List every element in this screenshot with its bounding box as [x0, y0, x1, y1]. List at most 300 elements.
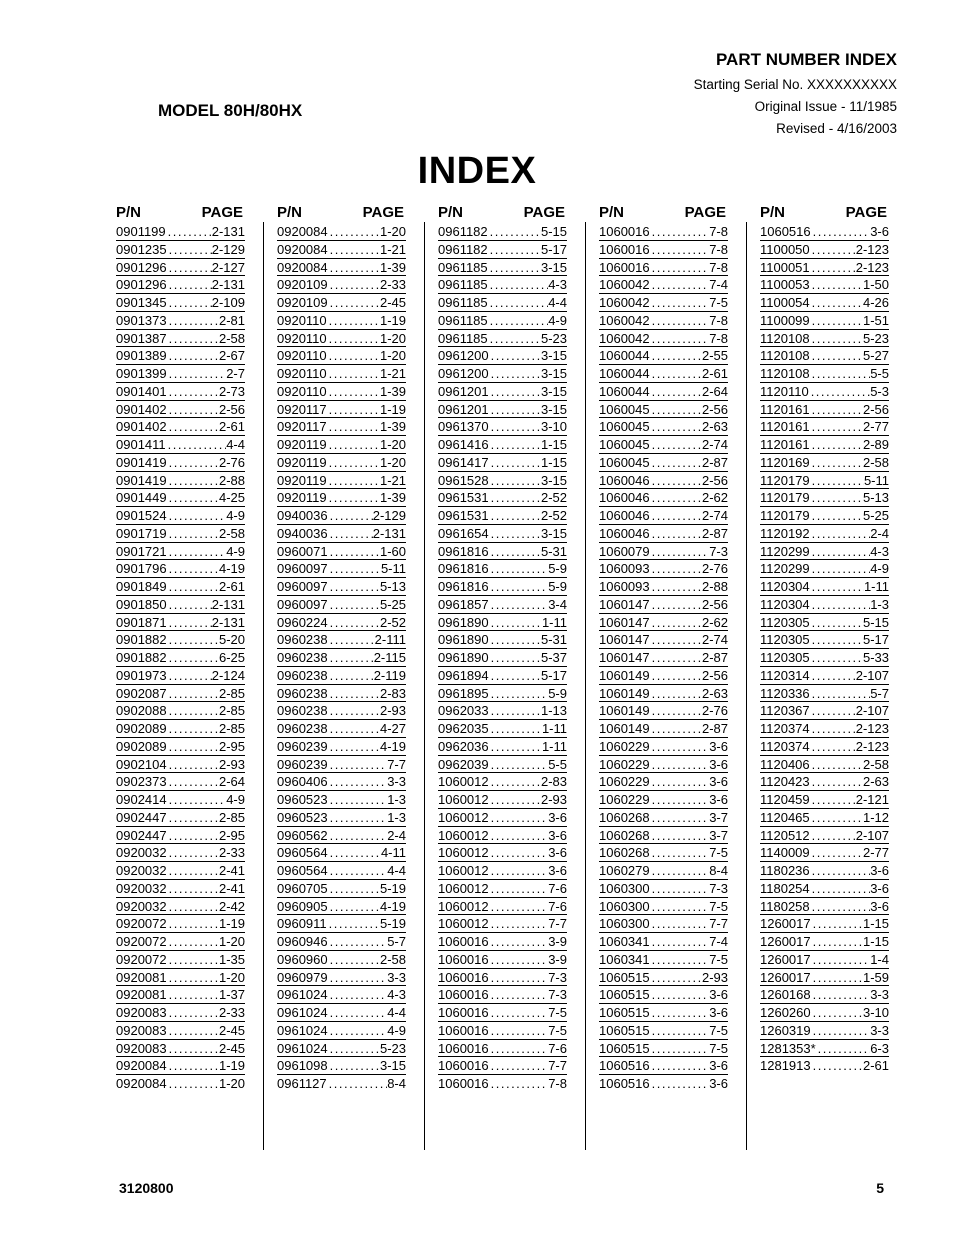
dot-leader	[488, 223, 541, 240]
part-number: 0960097	[277, 579, 328, 594]
part-number: 0960960	[277, 951, 328, 967]
dot-leader	[328, 259, 380, 276]
dot-leader	[328, 525, 373, 542]
dot-leader	[489, 827, 549, 844]
page-ref: 1-60	[379, 543, 406, 559]
dot-leader	[328, 827, 388, 844]
part-number: 1060016	[438, 987, 489, 1003]
page-ref: 3-3	[870, 1022, 889, 1038]
revised-date: Revised - 4/16/2003	[776, 121, 897, 136]
part-number: 0901411	[116, 437, 166, 452]
page-ref: 7-5	[709, 845, 728, 861]
page-ref: 2-63	[701, 685, 728, 701]
index-entry	[760, 898, 889, 916]
dot-leader	[650, 330, 710, 347]
part-number: 1281353*	[760, 1040, 816, 1056]
part-number: 1060044	[599, 348, 650, 364]
dot-leader	[167, 1057, 219, 1074]
dot-leader	[167, 543, 227, 560]
page-ref: 2-4	[387, 827, 406, 843]
index-entry	[760, 986, 889, 1004]
index-entry	[438, 933, 567, 951]
page-ref: 3-6	[709, 1076, 728, 1091]
index-entry	[760, 596, 889, 614]
part-number: 1120108	[760, 330, 810, 346]
dot-leader	[167, 383, 219, 400]
index-entry	[277, 560, 406, 578]
part-number: 0920119	[277, 454, 327, 470]
dot-leader	[810, 862, 871, 879]
index-entry	[760, 525, 889, 543]
dot-leader	[328, 862, 388, 879]
index-entry	[599, 702, 728, 720]
index-entry	[277, 685, 406, 703]
page-ref: 3-6	[709, 756, 728, 772]
dot-leader	[327, 472, 380, 489]
dot-leader	[650, 383, 702, 400]
index-entry	[438, 507, 567, 525]
index-entry	[277, 756, 406, 774]
dot-leader	[810, 472, 864, 489]
index-entry	[599, 578, 728, 596]
page-ref: 2-76	[701, 703, 728, 719]
index-entry	[116, 685, 245, 703]
index-entry	[277, 276, 406, 294]
page-ref: 3-6	[709, 774, 728, 790]
index-entry	[116, 276, 245, 294]
page-ref: 1-20	[379, 348, 406, 364]
column-header	[277, 203, 406, 223]
part-number: 0960562	[277, 827, 328, 843]
part-number: 0901719	[116, 525, 167, 541]
page-ref: 5-37	[540, 650, 567, 665]
document-number: 3120800	[119, 1180, 174, 1196]
index-entry	[438, 631, 567, 649]
dot-leader	[167, 365, 227, 382]
index-entry	[760, 791, 889, 809]
dot-leader	[811, 1057, 863, 1075]
index-entry	[116, 631, 245, 649]
part-number: 0961182	[438, 241, 488, 257]
page-ref: 1-20	[379, 330, 406, 346]
dot-leader	[167, 578, 219, 595]
index-entry	[116, 898, 245, 916]
part-number: 1060012	[438, 863, 489, 878]
page-ref: 2-88	[218, 472, 245, 488]
page-ref: 2-89	[862, 437, 889, 452]
dot-leader	[489, 986, 549, 1003]
index-entry	[760, 969, 889, 987]
index-entry	[116, 738, 245, 756]
index-entry	[116, 489, 245, 507]
index-entry	[116, 560, 245, 578]
part-number: 1060012	[438, 898, 489, 914]
page-ref: 2-58	[379, 951, 406, 967]
dot-leader	[650, 631, 702, 648]
dot-leader	[650, 223, 710, 240]
part-number: 0961816	[438, 543, 489, 559]
page-ref: 2-123	[855, 241, 889, 257]
index-entry	[599, 773, 728, 791]
index-entry	[760, 330, 889, 348]
part-number: 0960224	[277, 614, 328, 630]
dot-leader	[810, 880, 871, 897]
dot-leader	[489, 702, 541, 719]
page-ref: 2-52	[540, 490, 567, 506]
index-column	[599, 203, 728, 1093]
page-ref: 2-64	[701, 383, 728, 399]
index-entry	[438, 223, 567, 241]
part-number: 1180258	[760, 898, 810, 914]
dot-leader	[167, 844, 219, 861]
dot-leader	[328, 1040, 380, 1057]
page-ref: 7-5	[709, 951, 728, 967]
page-ref: 2-124	[211, 667, 245, 683]
index-entry	[599, 631, 728, 649]
dot-leader	[328, 702, 380, 719]
page-ref: 1-15	[540, 437, 567, 452]
dot-leader	[810, 756, 863, 773]
dot-leader	[811, 969, 863, 986]
part-number: 1120179	[760, 490, 810, 506]
part-number: 0961024	[277, 1005, 328, 1020]
part-number: 0961185	[438, 259, 488, 275]
part-number: 1060012	[438, 827, 489, 843]
part-number: 1260260	[760, 1005, 811, 1020]
part-number: 0940036	[277, 508, 328, 523]
dot-leader	[650, 933, 710, 950]
index-entry	[277, 294, 406, 312]
page-ref: 1-20	[379, 454, 406, 470]
page-ref: 2-88	[701, 579, 728, 594]
part-number: 0961890	[438, 650, 489, 665]
index-entry	[599, 383, 728, 401]
part-number: 0961200	[438, 348, 489, 364]
page-ref: 4-3	[870, 543, 889, 559]
page-ref: 5-23	[379, 1040, 406, 1056]
index-entry	[760, 685, 889, 703]
index-entry	[277, 702, 406, 720]
part-number: 0961185	[438, 277, 488, 293]
part-number: 1060046	[599, 525, 650, 541]
page-ref: 7-7	[548, 916, 567, 932]
index-entry	[760, 578, 889, 596]
dot-leader	[810, 649, 863, 666]
page-ref: 4-9	[548, 312, 567, 328]
part-number: 1060044	[599, 383, 650, 399]
column-header	[760, 203, 889, 223]
page-ref: 2-93	[218, 756, 245, 772]
dot-leader	[328, 809, 388, 826]
dot-leader	[489, 809, 549, 826]
page-ref: 1-59	[862, 969, 889, 985]
page-ref: 7-8	[709, 224, 728, 239]
part-number: 0920110	[277, 312, 327, 328]
part-number: 0960564	[277, 845, 328, 861]
index-entry	[760, 241, 889, 259]
index-entry	[438, 614, 567, 632]
page-ref: 1-15	[540, 454, 567, 470]
page-ref: 2-115	[373, 650, 406, 665]
index-entry	[599, 259, 728, 277]
dot-leader	[167, 685, 219, 702]
part-number: 0920032	[116, 880, 167, 896]
dot-leader	[489, 454, 541, 471]
page-ref: 4-19	[379, 898, 406, 914]
dot-leader	[167, 1075, 219, 1093]
index-entry	[277, 312, 406, 330]
part-number: 1060045	[599, 454, 650, 470]
part-number: 1120299	[760, 543, 810, 559]
page-ref: 3-6	[709, 792, 728, 807]
index-entry	[116, 1022, 245, 1040]
part-number: 0961201	[438, 401, 489, 417]
index-entry	[599, 969, 728, 987]
part-number: 1060229	[599, 738, 650, 754]
index-entry	[760, 454, 889, 472]
index-entry	[438, 756, 567, 774]
page-ref: 2-45	[218, 1022, 245, 1038]
dot-leader	[810, 241, 856, 258]
index-entry	[760, 702, 889, 720]
index-entry	[116, 436, 245, 454]
page-ref: 2-131	[211, 224, 245, 239]
part-number: 0961531	[438, 490, 489, 506]
part-number: 0920084	[116, 1076, 167, 1091]
serial-number: Starting Serial No. XXXXXXXXXX	[693, 77, 897, 92]
dot-leader	[650, 560, 702, 577]
index-entry	[760, 543, 889, 561]
part-number: 0920119	[277, 490, 327, 506]
dot-leader	[810, 330, 863, 347]
part-number: 1060516	[760, 224, 811, 239]
part-number: 1060515	[599, 969, 650, 985]
dot-leader	[167, 720, 219, 737]
page-ref: 3-10	[540, 419, 567, 435]
page-ref: 7-5	[709, 898, 728, 914]
page-ref: 2-131	[211, 277, 245, 293]
page-ref: 1-20	[218, 969, 245, 985]
dot-leader	[489, 720, 542, 737]
index-entry	[599, 454, 728, 472]
page-ref: 1-3	[870, 596, 889, 612]
page-ref: 5-31	[540, 632, 567, 648]
page-ref: 7-3	[548, 969, 567, 985]
dot-leader	[489, 898, 549, 915]
page-number: 5	[876, 1180, 884, 1196]
page-ref: 4-9	[226, 508, 245, 523]
part-number: 1060042	[599, 330, 650, 346]
page-ref: 2-119	[373, 667, 406, 683]
dot-leader	[327, 1075, 388, 1093]
index-entry	[277, 525, 406, 543]
index-entry	[760, 773, 889, 791]
page-ref: 2-87	[701, 721, 728, 736]
page-ref: 1-15	[862, 916, 889, 932]
index-entry	[599, 312, 728, 330]
part-number: 0960097	[277, 561, 328, 577]
part-number: 1120304	[760, 596, 810, 612]
part-number: 0901973	[116, 667, 167, 683]
dot-leader	[809, 383, 871, 400]
dot-leader	[167, 649, 219, 666]
index-entry	[116, 667, 245, 685]
dot-leader	[328, 649, 374, 666]
page-ref: 2-93	[379, 703, 406, 719]
page-ref: 5-23	[540, 330, 567, 346]
dot-leader	[489, 631, 541, 648]
page-ref: 7-5	[709, 1040, 728, 1056]
dot-leader	[810, 720, 856, 737]
dot-leader	[167, 898, 219, 915]
dot-leader	[489, 472, 541, 489]
part-number: 0920032	[116, 898, 167, 914]
index-entry	[599, 809, 728, 827]
dot-leader	[328, 986, 388, 1003]
page-ref: 2-73	[218, 383, 245, 399]
page-ref: 5-5	[870, 366, 889, 381]
dot-leader	[650, 312, 710, 329]
dot-leader	[650, 472, 702, 489]
index-entry	[599, 276, 728, 294]
dot-leader	[488, 241, 541, 258]
dot-leader	[650, 1004, 710, 1021]
dot-leader	[650, 525, 702, 542]
index-entry	[116, 294, 245, 312]
part-number: 1060093	[599, 561, 650, 577]
index-entry	[599, 330, 728, 348]
part-number: 1060016	[438, 1058, 489, 1074]
dot-leader	[650, 986, 710, 1003]
index-entry	[438, 898, 567, 916]
page-ref: 4-25	[218, 490, 245, 506]
dot-leader	[811, 1022, 871, 1039]
dot-leader	[489, 649, 541, 666]
part-number: 1120314	[760, 667, 810, 683]
page-ref: 1-20	[218, 1076, 245, 1091]
page-ref: 5-3	[870, 383, 889, 399]
part-number: 0960238	[277, 703, 328, 719]
dot-leader	[489, 365, 541, 382]
page-ref: 5-15	[540, 224, 567, 239]
index-entry	[116, 525, 245, 543]
page-ref: 1-39	[379, 259, 406, 275]
page-ref: 2-4	[870, 525, 889, 541]
page-ref: 2-87	[701, 525, 728, 541]
page-ref: 1-39	[379, 419, 406, 435]
dot-leader	[650, 365, 702, 382]
part-number: 0960523	[277, 792, 328, 807]
index-entry	[277, 986, 406, 1004]
part-number: 0961201	[438, 383, 489, 399]
index-entry	[277, 844, 406, 862]
part-number: 1120161	[760, 437, 810, 452]
page-ref: 1-15	[862, 934, 889, 949]
index-entry	[599, 685, 728, 703]
part-number: 0920110	[277, 366, 327, 381]
part-number: 0902447	[116, 809, 167, 825]
page-ref: 5-5	[548, 756, 567, 772]
dot-leader	[167, 276, 212, 293]
index-entry	[760, 809, 889, 827]
index-entry	[438, 578, 567, 596]
index-entry	[599, 933, 728, 951]
page-ref: 5-13	[379, 579, 406, 594]
index-entry	[599, 951, 728, 969]
page-ref: 2-67	[218, 348, 245, 364]
index-entry	[277, 738, 406, 756]
part-number: 0960905	[277, 898, 328, 914]
part-number: 1060012	[438, 916, 489, 932]
dot-leader	[810, 898, 871, 915]
index-entry	[116, 1075, 245, 1093]
index-entry	[599, 1022, 728, 1040]
dot-leader	[650, 969, 702, 986]
part-number: 0920084	[116, 1058, 167, 1074]
index-entry	[760, 472, 889, 490]
part-number: 1060016	[438, 934, 489, 949]
index-entry	[277, 631, 406, 649]
dot-leader	[810, 507, 863, 524]
page-ref: 4-11	[380, 845, 406, 861]
part-number: 0902089	[116, 738, 167, 754]
index-entry	[277, 880, 406, 898]
index-entry	[599, 720, 728, 738]
part-number: 1060046	[599, 472, 650, 488]
index-entry	[438, 401, 567, 419]
page-ref: 2-123	[855, 259, 889, 275]
page-ref: 2-58	[862, 454, 889, 470]
pn-header: P/N	[116, 204, 142, 221]
index-entry	[599, 1057, 728, 1075]
dot-leader	[489, 844, 549, 861]
page-ref: 7-7	[548, 1058, 567, 1074]
dot-leader	[167, 614, 212, 631]
part-number: 1060016	[438, 1076, 489, 1091]
part-number: 1060279	[599, 863, 650, 878]
part-number: 0920032	[116, 845, 167, 861]
index-entry	[599, 347, 728, 365]
index-entry	[438, 330, 567, 348]
dot-leader	[811, 223, 871, 240]
part-number: 0920083	[116, 1040, 167, 1056]
page-ref: 2-52	[540, 508, 567, 523]
page-ref: 3-15	[540, 366, 567, 381]
part-number: 0961098	[277, 1058, 328, 1074]
index-entry	[277, 259, 406, 277]
index-entry	[599, 472, 728, 490]
index-entry	[116, 702, 245, 720]
part-number: 0920110	[277, 330, 327, 346]
page-ref: 6-3	[870, 1040, 889, 1056]
part-number: 0901402	[116, 401, 167, 417]
page-ref: 1-39	[379, 490, 406, 506]
page-ref: 7-4	[709, 934, 728, 949]
dot-leader	[489, 401, 541, 418]
pn-header: P/N	[599, 204, 625, 221]
dot-leader	[489, 614, 542, 631]
index-entry	[599, 1004, 728, 1022]
index-entry	[438, 862, 567, 880]
part-number: 1060012	[438, 845, 489, 861]
dot-leader	[650, 596, 702, 613]
page-ref: 2-56	[218, 401, 245, 417]
page-ref: 1-11	[541, 738, 567, 754]
part-number: 1120179	[760, 508, 810, 523]
page-ref: 1-21	[379, 241, 406, 257]
dot-leader	[327, 383, 380, 400]
index-entry	[599, 1075, 728, 1093]
